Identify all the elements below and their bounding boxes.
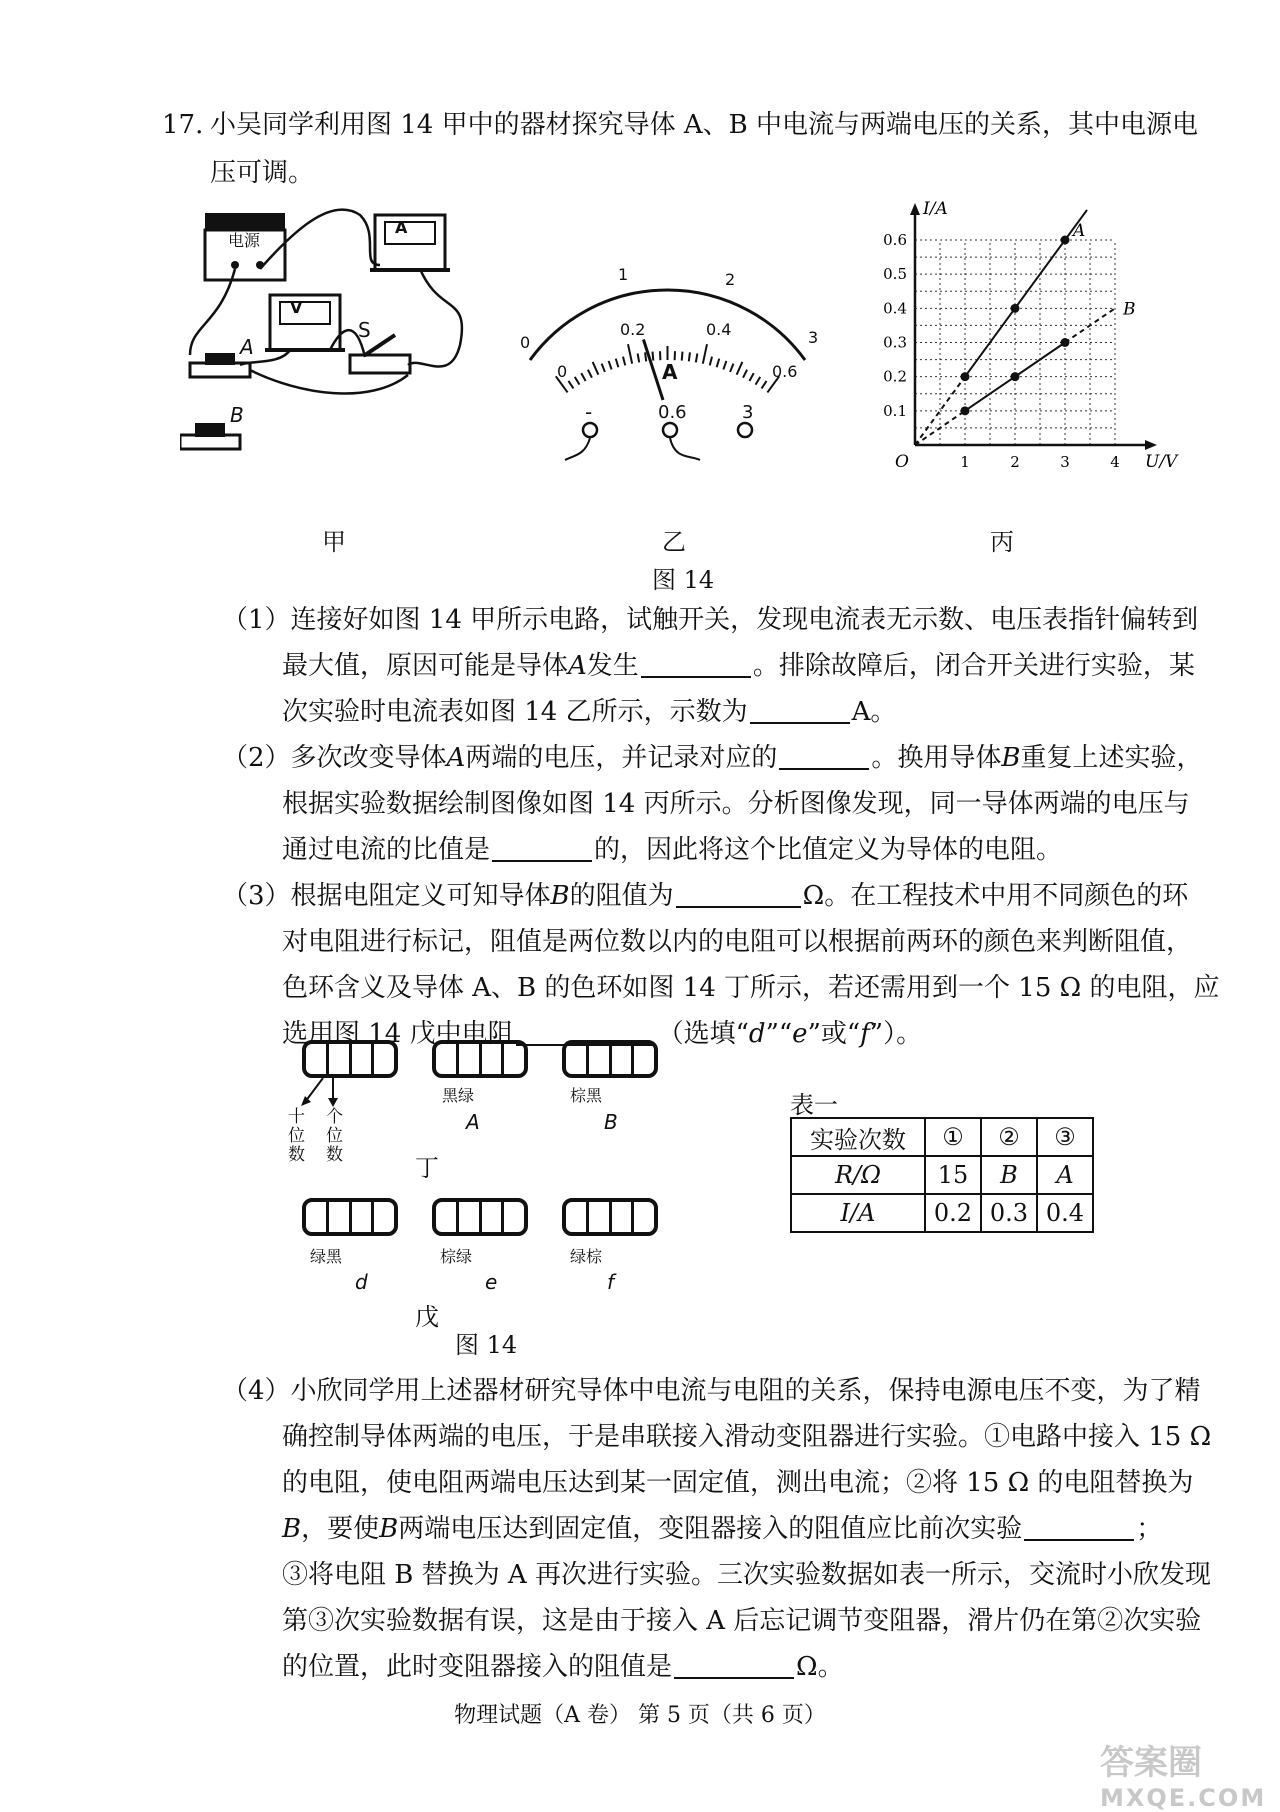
y-tick-label: 0.3 (883, 334, 907, 352)
question-stem-line2: 压可调。 (210, 150, 314, 196)
ring-resistor-legend (302, 1040, 398, 1078)
dial-tick (756, 377, 761, 385)
ring-B-label: B (604, 1110, 618, 1134)
dial-symbol: A (662, 360, 677, 384)
series-B-point (1061, 338, 1070, 347)
x-axis-label: U/V (1145, 452, 1179, 470)
dial-tick (609, 361, 612, 369)
ring-ones-label: 个位数 (326, 1108, 346, 1165)
terminal-3: 3 (742, 402, 753, 423)
figure14-caption: 图 14 (652, 560, 714, 595)
x-axis-arrow (1145, 440, 1157, 450)
dial-inner-0.2: 0.2 (620, 320, 645, 339)
table-row: 实验次数 ① ② ③ (791, 1118, 1093, 1156)
answer-blank-2a[interactable] (779, 738, 869, 770)
series-A-point (1061, 236, 1070, 245)
iu-graph (870, 200, 1200, 470)
ring-resistor-B (562, 1040, 658, 1078)
dial-tick (703, 344, 707, 364)
part3-line1: （3）根据电阻定义可知导体B的阻值为 Ω。在工程技术中用不同颜色的环 (222, 873, 1188, 919)
dial-tick (602, 364, 605, 372)
part4-line3: 的电阻，使电阻两端电压达到某一固定值，测出电流；②将 15 Ω 的电阻替换为 (282, 1460, 1193, 1506)
resistor-B-label: B (230, 403, 244, 427)
dial-tick (749, 373, 753, 381)
table-row: I/A 0.2 0.3 0.4 (791, 1194, 1093, 1232)
part4-line2: 确控制导体两端的电压，于是串联接入滑动变阻器进行实验。①电路中接入 15 Ω (282, 1414, 1211, 1460)
answer-blank-1a[interactable] (641, 646, 751, 678)
answer-blank-2b[interactable] (492, 830, 592, 862)
ring-figure-caption: 图 14 (455, 1325, 517, 1360)
terminal-minus: - (585, 400, 592, 424)
ring-legend-arrows (295, 1078, 345, 1108)
y-tick-label: 0.6 (883, 231, 907, 249)
x-tick-label: 3 (1060, 453, 1070, 470)
part2-line2: 根据实验数据绘制图像如图 14 丙所示。分析图像发现，同一导体两端的电压与 (282, 781, 1190, 827)
subfig-ding-label: 丁 (415, 1148, 439, 1183)
dial-tick (593, 362, 599, 375)
question-stem-line1: 小吴同学利用图 14 甲中的器材探究导体 A、B 中电流与两端电压的关系，其中电源电 (210, 102, 1198, 148)
y-tick-label: 0.1 (883, 402, 907, 420)
y-tick-label: 0.2 (883, 368, 907, 386)
y-axis-label: I/A (922, 200, 948, 219)
voltmeter-symbol: V (290, 298, 302, 317)
part3-line2: 对电阻进行标记，阻值是两位数以内的电阻可以根据前两环的颜色来判断阻值， (282, 919, 1192, 965)
dial-tick (762, 381, 767, 388)
dial-tick (689, 352, 690, 361)
dial-tick (743, 370, 747, 378)
ring-resistor-d (302, 1198, 398, 1236)
subfig-bing-label: 丙 (990, 522, 1014, 557)
dial-outer-0: 0 (520, 333, 530, 352)
dial-tick (717, 359, 720, 368)
dial-inner-0.6: 0.6 (772, 362, 797, 381)
dial-tick (581, 373, 585, 381)
part1-line2: 最大值，原因可能是导体A发生 。排除故障后，闭合开关进行实验，某 (282, 643, 1195, 689)
dial-outer-1: 1 (618, 265, 628, 284)
part4-line1: （4）小欣同学用上述器材研究导体中电流与电阻的关系，保持电源电压不变，为了精 (222, 1368, 1201, 1414)
dial-tick (623, 357, 625, 366)
dial-tick (723, 361, 726, 369)
ring-resistor-e (432, 1198, 528, 1236)
series-A-point (961, 372, 970, 381)
table-row: R/Ω 15 B A (791, 1156, 1093, 1194)
y-tick-label: 0.4 (883, 299, 907, 317)
origin-label: O (895, 452, 909, 470)
dial-inner-0: 0 (557, 362, 567, 381)
part4-line5: ③将电阻 B 替换为 A 再次进行实验。三次实验数据如表一所示，交流时小欣发现 (282, 1552, 1211, 1598)
x-tick-label: 2 (1010, 453, 1020, 470)
ring-tens-label: 十位数 (288, 1108, 308, 1165)
answer-blank-4b[interactable] (674, 1647, 794, 1679)
ring-e-colors: 棕绿 (440, 1244, 472, 1267)
part3-line3: 色环含义及导体 A、B 的色环如图 14 丁所示，若还需用到一个 15 Ω 的电阻，应 (282, 965, 1219, 1011)
series-A-label: A (1071, 221, 1085, 241)
part4-line4: B，要使B两端电压达到固定值，变阻器接入的阻值应比前次实验 ； (282, 1506, 1162, 1552)
part4-line7: 的位置，此时变阻器接入的阻值是 Ω。 (282, 1644, 844, 1690)
dial-tick (653, 352, 654, 361)
dial-tick (730, 364, 733, 372)
part3-line4: 选用图 14 戊中电阻 （选填“d”“e”或“f”）。 (282, 1011, 922, 1057)
ammeter-symbol: A (395, 218, 407, 237)
series-B-label: B (1122, 299, 1136, 319)
dial-tick (616, 359, 619, 368)
ring-A-colors: 黑绿 (442, 1083, 474, 1106)
ring-d-colors: 绿黑 (310, 1244, 342, 1267)
ring-resistor-f (562, 1198, 658, 1236)
answer-blank-4a[interactable] (1024, 1509, 1134, 1541)
series-A-point (1011, 304, 1020, 313)
ring-A-label: A (466, 1110, 480, 1134)
part4-line6: 第③次实验数据有误，这是由于接入 A 后忘记调节变阻器，滑片仍在第②次实验 (282, 1598, 1201, 1644)
dial-tick (588, 370, 592, 378)
subfig-wu-label: 戊 (415, 1297, 439, 1332)
ring-f-colors: 绿棕 (570, 1244, 602, 1267)
page-footer: 物理试题（A 卷） 第 5 页（共 6 页） (0, 1698, 1280, 1729)
dial-tick (638, 354, 640, 363)
dial-tick (568, 381, 573, 388)
table1-title: 表一 (790, 1085, 838, 1120)
dial-tick (682, 352, 683, 361)
power-label: 电源 (228, 228, 260, 251)
dial-tick (628, 344, 632, 364)
table1 (790, 1117, 1094, 1233)
answer-blank-3a[interactable] (676, 876, 801, 908)
ring-d-label: d (355, 1270, 368, 1294)
dial-outer-2: 2 (725, 270, 735, 289)
series-A-line (965, 210, 1087, 377)
subfig-yi-label: 乙 (662, 522, 686, 557)
series-B-point (961, 406, 970, 415)
y-axis-arrow (910, 203, 920, 215)
part2-line1: （2）多次改变导体A两端的电压，并记录对应的 。换用导体B重复上述实验， (222, 735, 1202, 781)
x-tick-label: 1 (960, 453, 970, 470)
ring-f-label: f (607, 1270, 614, 1294)
dial-tick (737, 362, 743, 375)
part2-line3: 通过电流的比值是 的，因此将这个比值定义为导体的电阻。 (282, 827, 1062, 873)
dial-inner-0.4: 0.4 (706, 320, 731, 339)
answer-blank-1b[interactable] (750, 692, 850, 724)
switch-label: S (358, 318, 371, 342)
dial-tick (645, 352, 646, 361)
x-tick-label: 4 (1110, 453, 1120, 470)
question-number: 17. (162, 102, 203, 148)
ring-B-colors: 棕黑 (570, 1083, 602, 1106)
part1-line1: （1）连接好如图 14 甲所示电路，试触开关，发现电流表无示数、电压表指针偏转到 (222, 597, 1198, 643)
ring-e-label: e (485, 1270, 497, 1294)
terminal-0.6: 0.6 (658, 402, 687, 423)
dial-tick (696, 354, 698, 363)
apparatus-diagram (180, 205, 480, 505)
ring-resistor-A (432, 1040, 528, 1078)
watermark-logo: 答案圈 MXQE.COM (1100, 1735, 1266, 1812)
subfig-jia-label: 甲 (322, 522, 346, 557)
series-B-point (1011, 372, 1020, 381)
part1-line3: 次实验时电流表如图 14 乙所示，示数为 A。 (282, 689, 896, 735)
dial-tick (575, 377, 580, 385)
resistor-A-label: A (240, 335, 254, 359)
y-tick-label: 0.5 (883, 265, 907, 283)
dial-tick (710, 357, 712, 366)
dial-outer-3: 3 (808, 328, 818, 347)
